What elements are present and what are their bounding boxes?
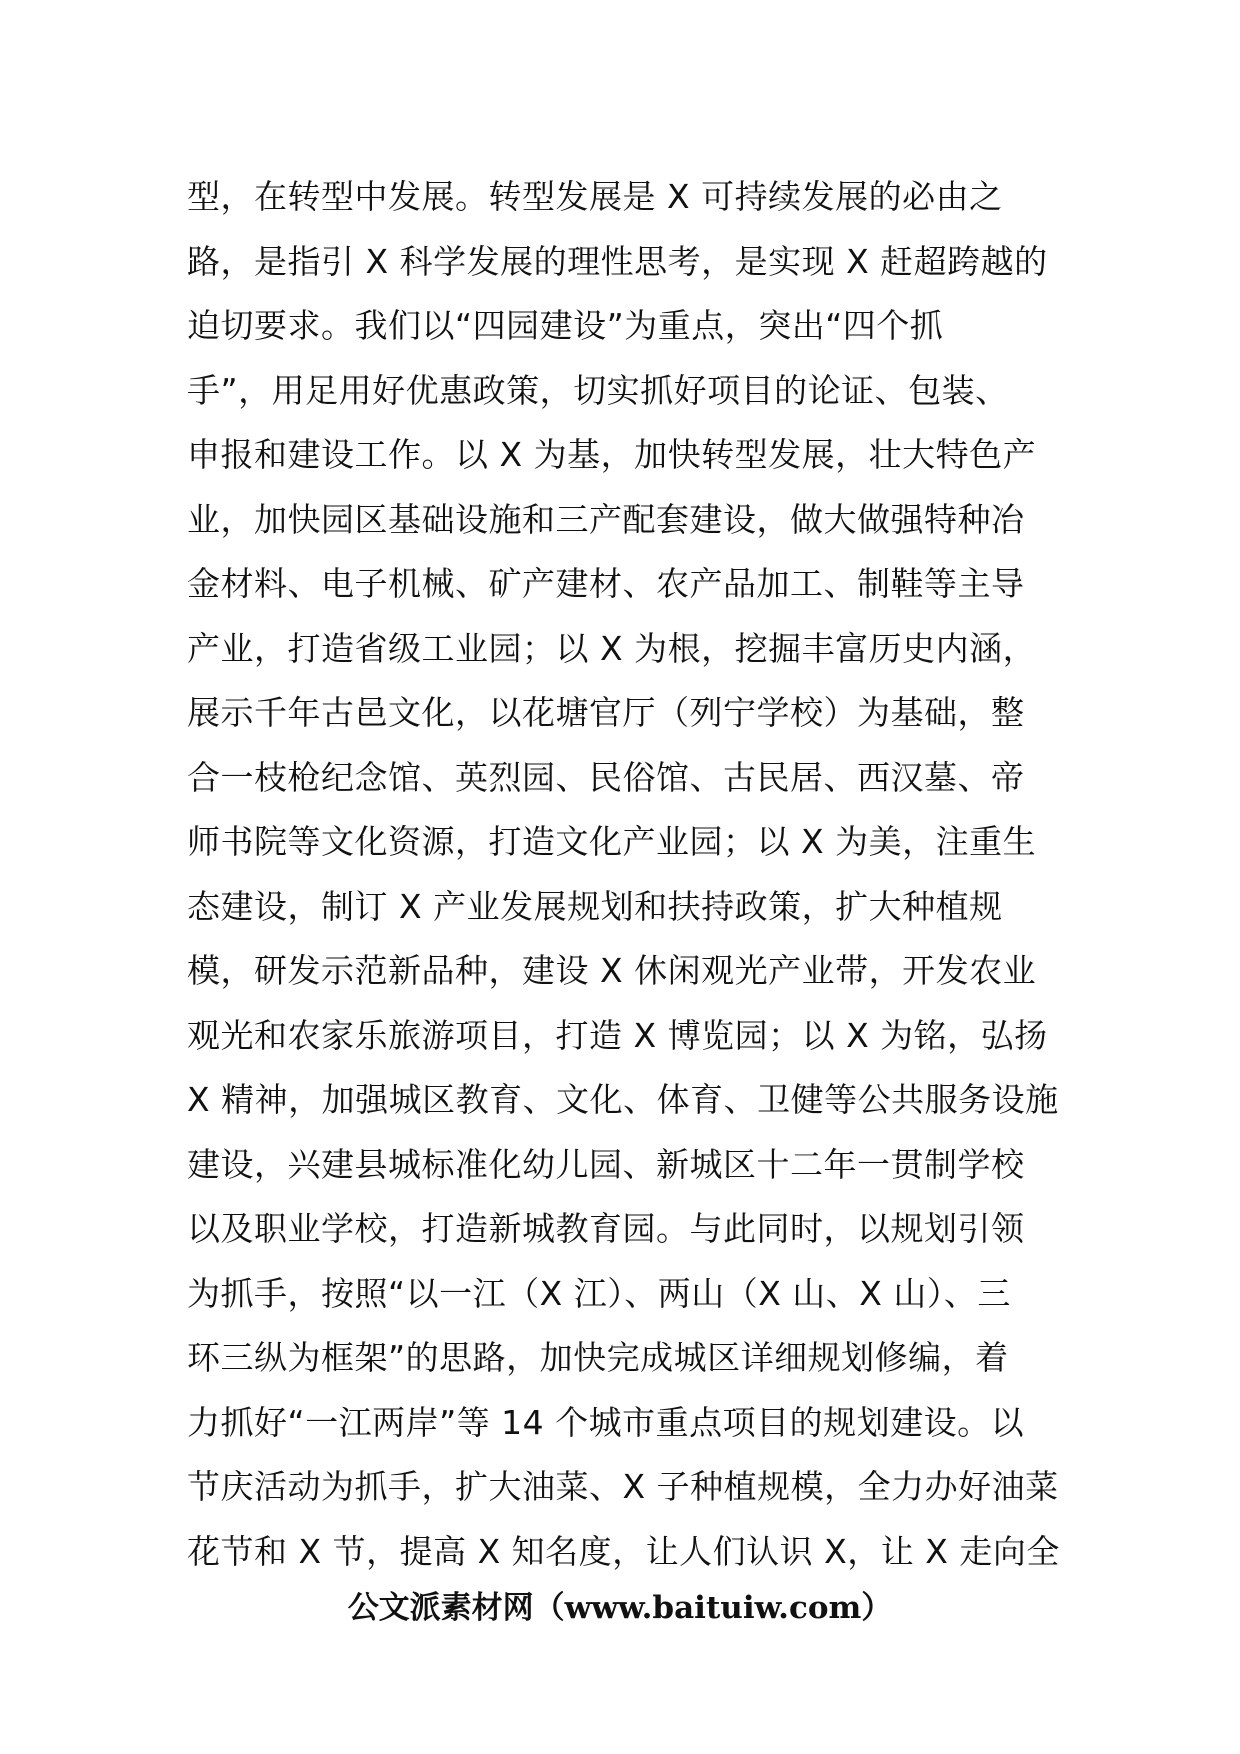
text-line: 路，是指引 X 科学发展的理性思考，是实现 X 赶超跨越的 xyxy=(187,241,1048,281)
text-line: 金材料、电子机械、矿产建材、农产品加工、制鞋等主导 xyxy=(187,564,1025,603)
text-line: X 精神，加强城区教育、文化、体育、卫健等公共服务设施 xyxy=(187,1080,1059,1119)
text-line: 以及职业学校，打造新城教育园。与此同时，以规划引领 xyxy=(187,1209,1025,1248)
text-line: 观光和农家乐旅游项目，打造 X 博览园；以 X 为铭，弘扬 xyxy=(187,1015,1048,1055)
text-line: 迫切要求。我们以“四园建设”为重点，突出“四个抓 xyxy=(187,306,944,345)
text-line: 合一枝枪纪念馆、英烈园、民俗馆、古民居、西汉墓、帝 xyxy=(187,757,1025,797)
text-line: 力抓好“一江两岸”等 14 个城市重点项目的规划建设。以 xyxy=(187,1402,1025,1442)
text-line: 型，在转型中发展。转型发展是 X 可持续发展的必由之 xyxy=(187,177,1003,216)
text-line: 模，研发示范新品种，建设 X 休闲观光产业带，开发农业 xyxy=(187,951,1037,990)
text-line: 节庆活动为抓手，扩大油菜、X 子种植规模，全力办好油菜 xyxy=(187,1467,1059,1506)
body-paragraph xyxy=(187,165,1067,1584)
text-line: 为抓手，按照“以一江（X 江）、两山（X 山、X 山）、三 xyxy=(187,1273,1011,1313)
text-line: 申报和建设工作。以 X 为基，加快转型发展，壮大特色产 xyxy=(187,435,1037,474)
text-line: 业，加快园区基础设施和三产配套建设，做大做强特种冶 xyxy=(187,499,1025,539)
text-line: 产业，打造省级工业园；以 X 为根，挖掘丰富历史内涵， xyxy=(187,628,1037,668)
text-line: 建设，兴建县城标准化幼儿园、新城区十二年一贯制学校 xyxy=(187,1144,1025,1184)
footer-source: 公文派素材网（www.baituiw.com） xyxy=(347,1590,893,1626)
text-line: 花节和 X 节，提高 X 知名度，让人们认识 X，让 X 走向全 xyxy=(187,1531,1060,1571)
text-line: 师书院等文化资源，打造文化产业园；以 X 为美，注重生 xyxy=(187,822,1037,861)
text-line: 手”，用足用好优惠政策，切实抓好项目的论证、包装、 xyxy=(187,370,1009,410)
text-line: 展示千年古邑文化，以花塘官厅（列宁学校）为基础，整 xyxy=(187,693,1025,732)
text-line: 环三纵为框架”的思路，加快完成城区详细规划修编，着 xyxy=(187,1338,1009,1377)
text-line: 态建设，制订 X 产业发展规划和扶持政策，扩大种植规 xyxy=(187,886,1003,926)
